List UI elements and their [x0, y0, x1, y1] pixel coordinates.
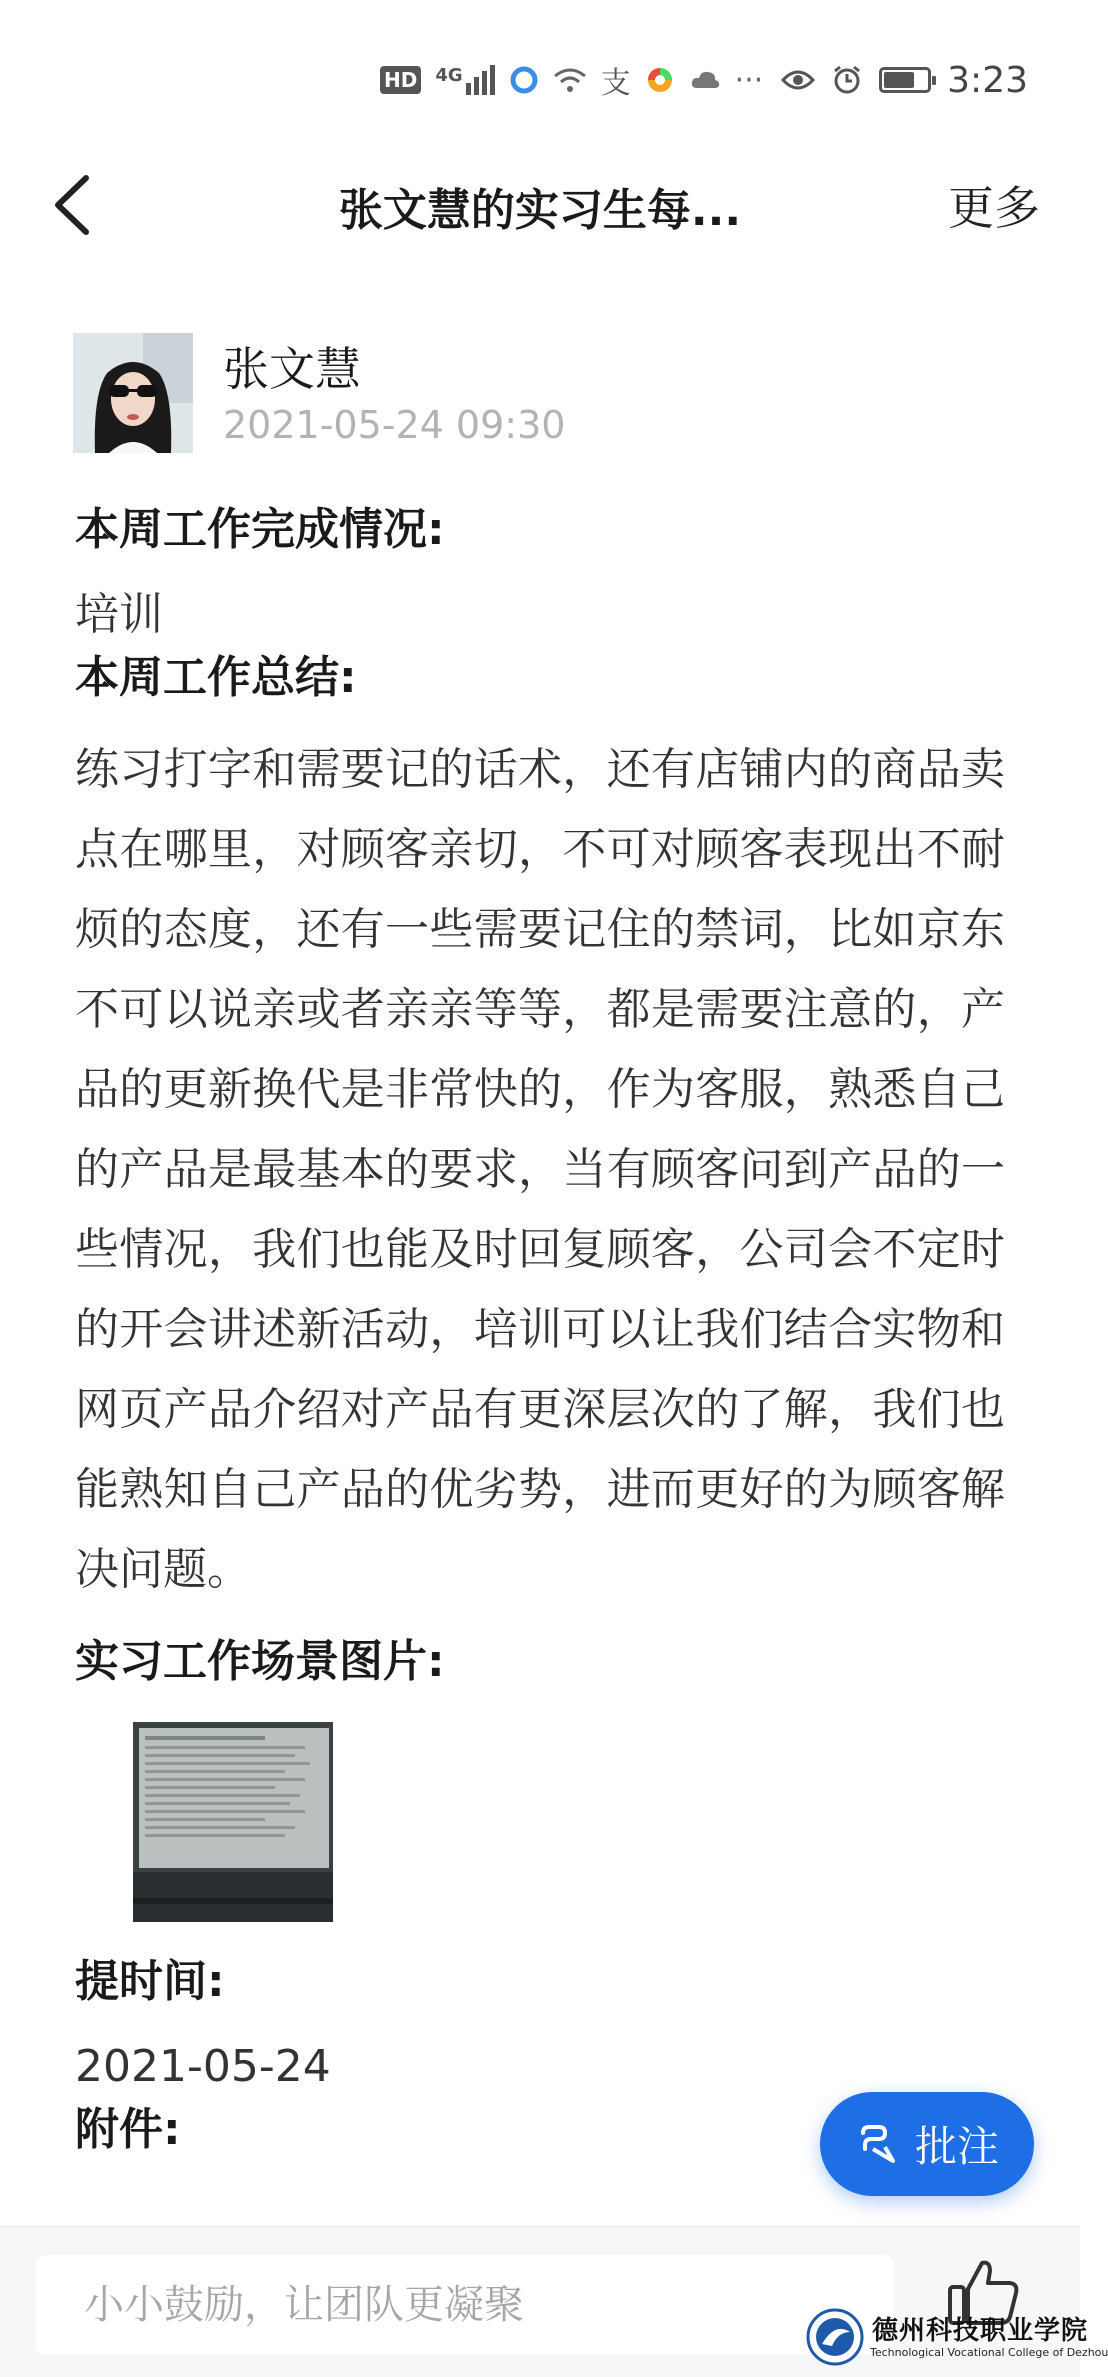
annotate-button[interactable] — [820, 2092, 1034, 2196]
status-bar — [0, 0, 1080, 160]
more-button[interactable]: 更多 — [948, 181, 1040, 235]
submit-time-value: 2021-05-24 — [75, 2041, 331, 2092]
work-scene-photo[interactable] — [133, 1722, 333, 1922]
completion-label: 本周工作完成情况: — [75, 504, 445, 555]
college-name: 德州科技职业学院 — [872, 2316, 1089, 2346]
annotate-label: 批注 — [914, 2122, 999, 2171]
status-icons — [380, 58, 763, 102]
alarm-icon — [831, 64, 863, 96]
completion-text: 培训 — [75, 589, 163, 640]
summary-text: 练习打字和需要记的话术，还有店铺内的商品卖点在哪里，对顾客亲切，不可对顾客表现出不耐烦的态度，还有一些需要记住的禁词，比如京东不可以说亲或者亲亲等等，都是需要注意的，产品的更新换代是非常快的，作为客服，熟悉自己的产品是最基本的要求，当有顾客问到产品的一些情况，我们也能及时回复顾客，公司会不定时的开会讲述新活动，培训可以让我们结合实物和网页产品介绍对产品有更深层次的了解，我们也能熟知自己产品的优劣势，进而更好的为顾客解决问题。 — [75, 744, 1005, 1595]
app-icon — [509, 65, 539, 95]
college-english: Technological Vocational College of Dezhou — [870, 2346, 1108, 2359]
more-dots-icon: ··· — [734, 62, 764, 98]
app-icon — [645, 65, 675, 95]
report-content — [75, 500, 1005, 2160]
submit-time-label: 提时间: — [75, 1956, 225, 2007]
chevron-left-icon — [40, 170, 110, 240]
college-watermark — [804, 2306, 1108, 2372]
cloud-icon — [689, 68, 721, 92]
status-right — [781, 58, 1028, 102]
app-header — [0, 160, 1080, 250]
avatar[interactable] — [73, 333, 193, 453]
back-button[interactable] — [40, 170, 110, 240]
battery-level — [884, 72, 913, 88]
annotate-icon — [855, 2121, 901, 2167]
hd-icon: HD — [380, 66, 421, 94]
network-type: 4G — [435, 65, 463, 86]
attachment-label: 附件: — [75, 2104, 181, 2155]
wifi-icon — [553, 66, 587, 94]
comment-input[interactable] — [36, 2255, 894, 2355]
signal-icon — [435, 65, 494, 95]
battery-icon — [879, 67, 931, 93]
alipay-icon: 支 — [600, 66, 631, 101]
clock: 3:23 — [947, 59, 1028, 101]
page-title: 张文慧的实习生每... — [338, 185, 742, 236]
college-logo-icon — [806, 2308, 864, 2366]
post-timestamp: 2021-05-24 09:30 — [223, 403, 566, 447]
author-name: 张文慧 — [223, 342, 361, 396]
summary-label: 本周工作总结: — [75, 652, 357, 703]
photos-label: 实习工作场景图片: — [75, 1636, 445, 1687]
eye-icon — [781, 68, 815, 92]
